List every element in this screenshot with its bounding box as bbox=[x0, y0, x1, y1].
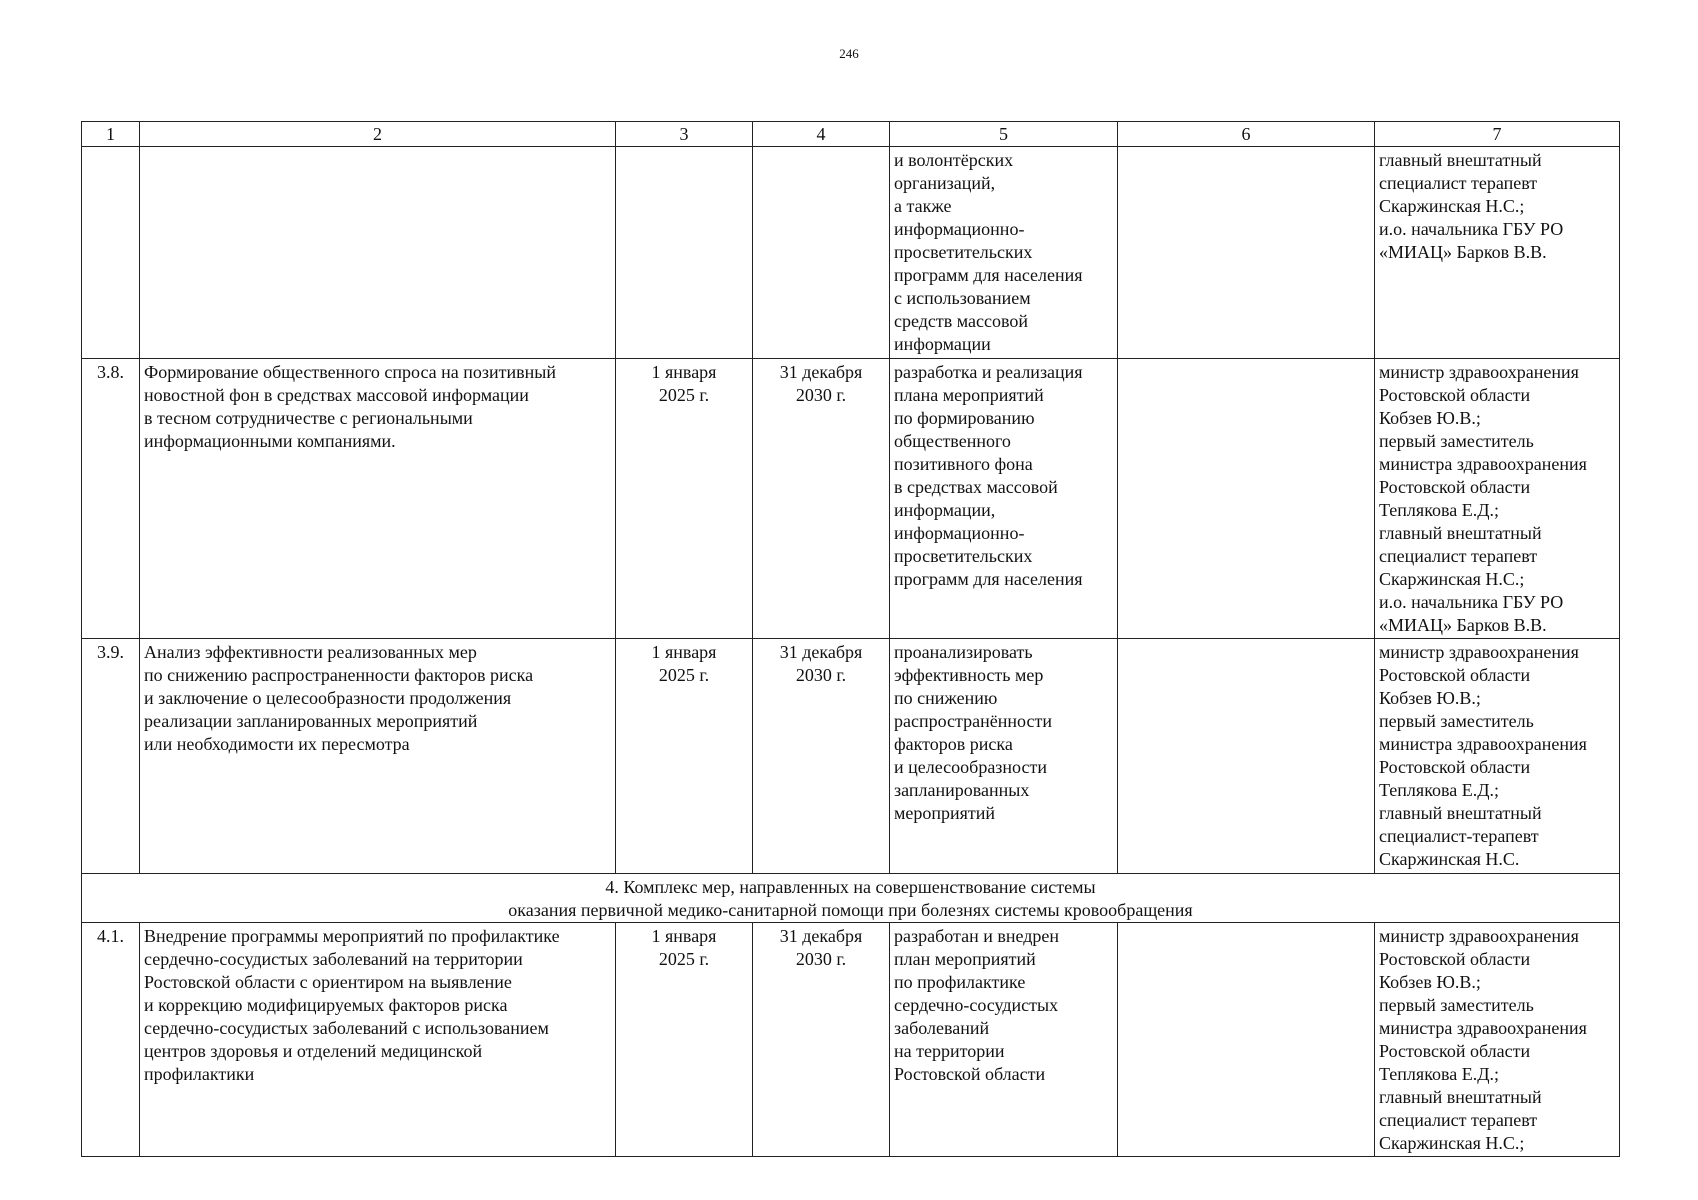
measure-name: Формирование общественного спроса на позитивный новостной фон в средствах массовой информации в тесном сотрудничестве с региональными информационными компаниями. bbox=[140, 359, 616, 639]
table-header-row bbox=[82, 122, 1620, 147]
column-header: 7 bbox=[1375, 122, 1620, 147]
expected-result: разработка и реализация плана мероприятий по формированию общественного позитивного фона в средствах массовой информации, информационно- просветительских программ для населения bbox=[890, 359, 1118, 639]
column-6-cell bbox=[1118, 359, 1375, 639]
section-title: 4. Комплекс мер, направленных на совершенствование системы оказания первичной медико-санитарной помощи при болезнях системы кровообращения bbox=[82, 874, 1620, 923]
end-date bbox=[753, 147, 890, 359]
start-date: 1 января 2025 г. bbox=[616, 359, 753, 639]
expected-result: и волонтёрских организаций, а также информационно- просветительских программ для населения с использованием средств массовой информации bbox=[890, 147, 1118, 359]
column-header: 3 bbox=[616, 122, 753, 147]
measure-name bbox=[140, 147, 616, 359]
table-row bbox=[82, 639, 1620, 874]
row-number: 4.1. bbox=[82, 923, 140, 1157]
start-date bbox=[616, 147, 753, 359]
measure-name: Внедрение программы мероприятий по профилактике сердечно-сосудистых заболеваний на территории Ростовской области с ориентиром на выявление и коррекцию модифицируемых факторов риска сердечно-сосудистых заболеваний с использованием центров здоровья и отделений медицинской профилактики bbox=[140, 923, 616, 1157]
column-header: 2 bbox=[140, 122, 616, 147]
column-header: 6 bbox=[1118, 122, 1375, 147]
responsible-persons: министр здравоохранения Ростовской области Кобзев Ю.В.; первый заместитель министра здравоохранения Ростовской области Теплякова Е.Д.; главный внештатный специалист-терапевт Скаржинская Н.С. bbox=[1375, 639, 1620, 874]
end-date: 31 декабря 2030 г. bbox=[753, 639, 890, 874]
table-row bbox=[82, 147, 1620, 359]
column-6-cell bbox=[1118, 147, 1375, 359]
section-header-row bbox=[82, 874, 1620, 923]
expected-result: проанализировать эффективность мер по снижению распространённости факторов риска и целесообразности запланированных мероприятий bbox=[890, 639, 1118, 874]
end-date: 31 декабря 2030 г. bbox=[753, 359, 890, 639]
responsible-persons: главный внештатный специалист терапевт Скаржинская Н.С.; и.о. начальника ГБУ РО «МИАЦ» Барков В.В. bbox=[1375, 147, 1620, 359]
measures-table bbox=[81, 121, 1620, 1157]
responsible-persons: министр здравоохранения Ростовской области Кобзев Ю.В.; первый заместитель министра здравоохранения Ростовской области Теплякова Е.Д.; главный внештатный специалист терапевт Скаржинская Н.С.; и.о. начальника ГБУ РО «МИАЦ» Барков В.В. bbox=[1375, 359, 1620, 639]
column-header: 4 bbox=[753, 122, 890, 147]
column-6-cell bbox=[1118, 923, 1375, 1157]
table-row bbox=[82, 923, 1620, 1157]
start-date: 1 января 2025 г. bbox=[616, 639, 753, 874]
row-number: 3.9. bbox=[82, 639, 140, 874]
page-number: 246 bbox=[839, 46, 859, 61]
measure-name: Анализ эффективности реализованных мер по снижению распространенности факторов риска и заключение о целесообразности продолжения реализации запланированных мероприятий или необходимости их пересмотра bbox=[140, 639, 616, 874]
column-header: 5 bbox=[890, 122, 1118, 147]
column-6-cell bbox=[1118, 639, 1375, 874]
row-number: 3.8. bbox=[82, 359, 140, 639]
responsible-persons: министр здравоохранения Ростовской области Кобзев Ю.В.; первый заместитель министра здравоохранения Ростовской области Теплякова Е.Д.; главный внештатный специалист терапевт Скаржинская Н.С.; bbox=[1375, 923, 1620, 1157]
table-row bbox=[82, 359, 1620, 639]
column-header: 1 bbox=[82, 122, 140, 147]
expected-result: разработан и внедрен план мероприятий по профилактике сердечно-сосудистых заболеваний на территории Ростовской области bbox=[890, 923, 1118, 1157]
start-date: 1 января 2025 г. bbox=[616, 923, 753, 1157]
end-date: 31 декабря 2030 г. bbox=[753, 923, 890, 1157]
row-number bbox=[82, 147, 140, 359]
